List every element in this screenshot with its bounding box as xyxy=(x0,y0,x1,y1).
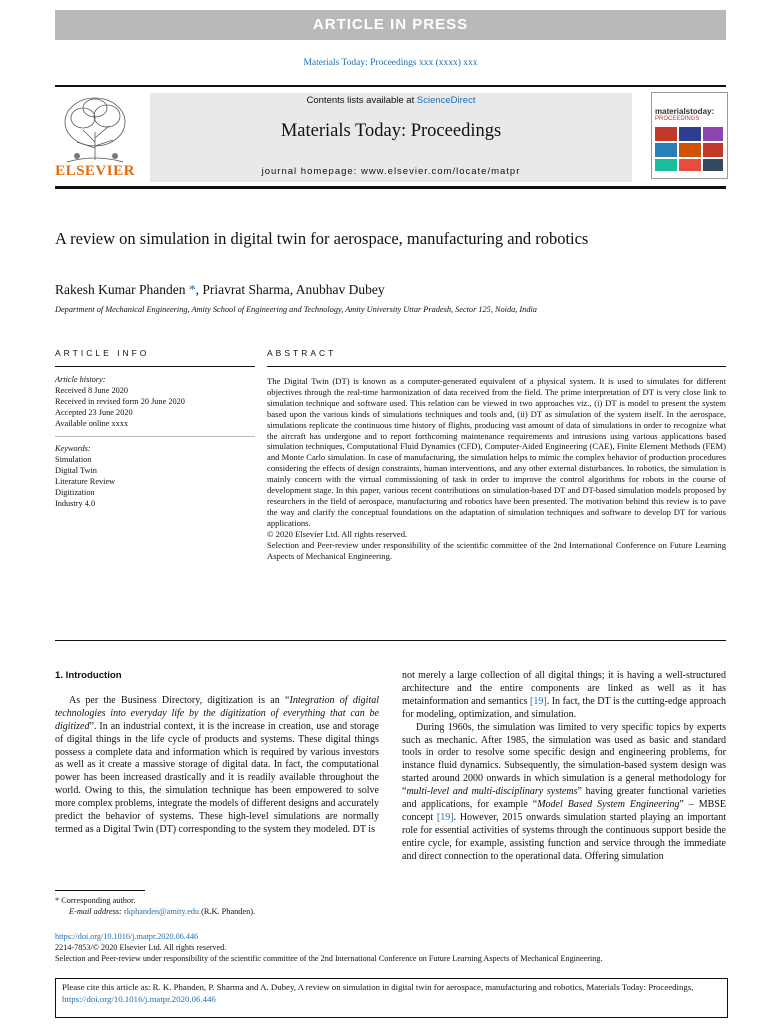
keyword-item: Simulation xyxy=(55,455,92,464)
footnote-corresponding xyxy=(55,895,379,906)
journal-cover-thumbnail xyxy=(651,92,728,179)
keyword-item: Digitization xyxy=(55,488,95,497)
text-run: . In fact, the DT is the cutting-edge approach for modeling, optimization, and simulation. xyxy=(402,695,726,720)
article-in-press-banner: ARTICLE IN PRESS xyxy=(55,10,726,40)
history-item: Received 8 June 2020 xyxy=(55,386,129,395)
text-run: ” – MBSE concept xyxy=(402,799,727,823)
email-suffix: (R.K. Phanden). xyxy=(201,907,256,916)
article-info-heading: ARTICLE INFO xyxy=(55,348,150,358)
cover-tile xyxy=(679,143,701,157)
footnote-rule xyxy=(55,890,145,891)
first-author: Rakesh Kumar Phanden xyxy=(55,282,186,297)
abstract-bottom-rule xyxy=(55,640,726,641)
author-email-link[interactable]: rkphanden@amity.edu xyxy=(124,907,200,916)
text-run-italic: multi-level and multi-disciplinary systems xyxy=(406,786,578,798)
email-label: E-mail address: xyxy=(69,907,122,916)
cover-tile xyxy=(703,143,723,157)
cover-tile xyxy=(679,159,701,171)
journal-title: Materials Today: Proceedings xyxy=(280,121,502,141)
contents-line xyxy=(150,95,632,106)
sciencedirect-link[interactable]: ScienceDirect xyxy=(416,95,476,106)
footnote-email-line xyxy=(55,906,379,917)
keywords-label: Keywords: xyxy=(55,444,91,453)
text-run-italic: Integration of digital technologies into everyday life by the digitization of everything that can be digitized xyxy=(55,694,380,732)
abstract-text: The Digital Twin (DT) is known as a computer-generated equivalent of a physical system. It is used to simulates for different objectives through the real-time harmonization of data received from the field. The prime interpretation of DT is very close link to simulation technique and software used. This relation can be viewed in two approaches viz., (i) DT is model to present the system based upon the various kinds of simulations techniques and tools and, (ii) DT as simulation of the system itself. In the aerospace, simulations replicate the continuous time history of flights, producing vast amount of data of simulations in order to recognize what the aircraft has undergone and to report forthcoming maintenance requirements and intrusions using various applications based simulation techniques, Computational Fluid Dynamics (CFD), Computer-Aided Engineering (CAE), Finite Element Methods (FEM) and Monte Carlo simulation. In case of manufacturing, the simulation helps to mimic the complex behavior of production procedures considering the effects of design constraints, human interventions, and any other external disturbances. In robotics, the simulation is mainly concern with the virtual commissioning of task in order to improve the control algorithms for robots in the course of development stage. In this paper, various recent contributions on simulation-based DT and DT-based simulation models proposed by researchers in the field of aerospace, manufacturing and robotics have been presented. The motivation behind this review is to pave the way and clarify the conceptual foundations on the adaptation of simulation techniques and software to develop DT for various applications. xyxy=(267,376,726,528)
cover-sub: PROCEEDINGS xyxy=(655,116,700,122)
journal-homepage[interactable]: journal homepage: www.elsevier.com/locate/matpr xyxy=(261,166,521,177)
cover-tile xyxy=(703,159,723,171)
footnote-text: Corresponding author. xyxy=(61,896,136,905)
article-history xyxy=(55,374,255,429)
keywords xyxy=(55,443,255,509)
author-list xyxy=(55,282,695,298)
journal-citation-link[interactable]: Materials Today: Proceedings xxx (xxxx) xxx xyxy=(303,58,478,68)
doi-link[interactable]: https://doi.org/10.1016/j.matpr.2020.06.446 xyxy=(55,932,199,941)
doi-block xyxy=(55,931,755,964)
paper-title: A review on simulation in digital twin for aerospace, manufacturing and robotics xyxy=(55,229,589,248)
left-column xyxy=(55,670,379,837)
reference-link[interactable]: [19] xyxy=(436,811,454,823)
footnote xyxy=(55,895,379,917)
doi-peer-review: Selection and Peer-review under responsibility of the scientific committee of the 2nd International Conference on Future Learning Aspects of Mechanical Engineering. xyxy=(55,954,603,963)
history-item: Received in revised form 20 June 2020 xyxy=(55,397,185,406)
affiliation: Department of Mechanical Engineering, Amity School of Engineering and Technology, Amity University Uttar Pradesh, Sector 125, Noida, India xyxy=(55,305,537,314)
cover-tile xyxy=(703,127,723,141)
text-run-italic: Model Based System Engineering xyxy=(537,799,680,811)
cite-text: Please cite this article as: R. K. Phanden, P. Sharma and A. Dubey, A review on simulation in digital twin for aerospace, manufacturing and robotics, Materials Today: Proceedings, xyxy=(62,982,694,992)
header-rule xyxy=(55,85,726,87)
reference-link[interactable]: [19] xyxy=(530,695,547,707)
keyword-item: Industry 4.0 xyxy=(55,499,96,508)
abstract-peer-review: Selection and Peer-review under responsibility of the scientific committee of the 2nd International Conference on Future Learning Aspects of Mechanical Engineering. xyxy=(267,539,726,561)
journal-header-box xyxy=(150,93,632,182)
history-item: Available online xxxx xyxy=(55,419,129,428)
history-item: Accepted 23 June 2020 xyxy=(55,408,133,417)
cover-tile xyxy=(655,127,677,141)
elsevier-wordmark: ELSEVIER xyxy=(55,163,135,179)
intro-paragraph-1 xyxy=(55,695,379,837)
header-bottom-rule xyxy=(55,186,726,189)
corresponding-author-mark[interactable]: * xyxy=(188,282,196,297)
history-label: Article history: xyxy=(55,375,106,384)
text-run: ” having greater functional varieties and applications, for example “ xyxy=(402,786,726,811)
intro-paragraph-2 xyxy=(402,670,726,722)
contents-prefix: Contents lists available at xyxy=(306,95,415,106)
cover-tile xyxy=(655,159,677,171)
cover-brand: materialstoday: xyxy=(655,107,715,116)
abstract-rule xyxy=(267,366,726,367)
article-info-rule xyxy=(55,366,255,367)
text-run: As per the Business Directory, digitization is an “ xyxy=(69,694,290,706)
cover-tile xyxy=(655,143,677,157)
text-run: not merely a large collection of all digital things; it is having a well-structured architecture and the entire components are linked as well as it has metainformation and semantics xyxy=(402,670,726,707)
keyword-item: Digital Twin xyxy=(55,466,97,475)
issn-line: 2214-7853/© 2020 Elsevier Ltd. All rights reserved. xyxy=(55,943,227,952)
intro-paragraph-3 xyxy=(402,722,726,864)
other-authors: , Priavrat Sharma, Anubhav Dubey xyxy=(195,282,385,297)
cover-tile xyxy=(679,127,701,141)
text-run: . However, 2015 onwards simulation started playing an important role for essential activities of systems through the continuous support beside the entire cycle, for example, assisting function and service through the immediate and direct connection to the operational data. Offering simulation xyxy=(402,811,727,862)
cite-this-article-box xyxy=(55,978,728,1018)
keyword-item: Literature Review xyxy=(55,477,116,486)
footnote-mark: * xyxy=(55,896,60,905)
text-run: During 1960s, the simulation was limited to very specific topics by experts such as mechanic. After 1985, the simulation was used as basic and standard tools in order to resolve some specific design and engineering problems, for instance fluid dynamics. Subsequently, the simulation-based system design was started around 2000 onwards in which simulation is a general methodology for “ xyxy=(402,721,726,798)
abstract-body xyxy=(267,376,726,561)
abstract-heading: ABSTRACT xyxy=(267,348,337,358)
text-run: ”. In an industrial context, it is the increase in creation, use and storage of digital things in the life cycle of products and systems. These digital things possess a complete data and information which is required by various investors as well as it create a massive storage of digital data. In fact, the computational power has been increased drastically and it is readily available throughout the world. Owing to this, the simulation technique has been empowered to solve more complex problems, integrate the models of different designs and accurately predict the behavior of systems. These high-level simulations are normally termed as a Digital Twin (DT) corresponding to the system they modeled. DT is xyxy=(55,720,379,835)
right-column xyxy=(402,670,726,864)
info-divider xyxy=(55,436,255,437)
section-heading-introduction: 1. Introduction xyxy=(55,670,122,681)
cite-doi-link[interactable]: https://doi.org/10.1016/j.matpr.2020.06.446 xyxy=(62,994,216,1004)
abstract-copyright: © 2020 Elsevier Ltd. All rights reserved. xyxy=(267,528,408,539)
